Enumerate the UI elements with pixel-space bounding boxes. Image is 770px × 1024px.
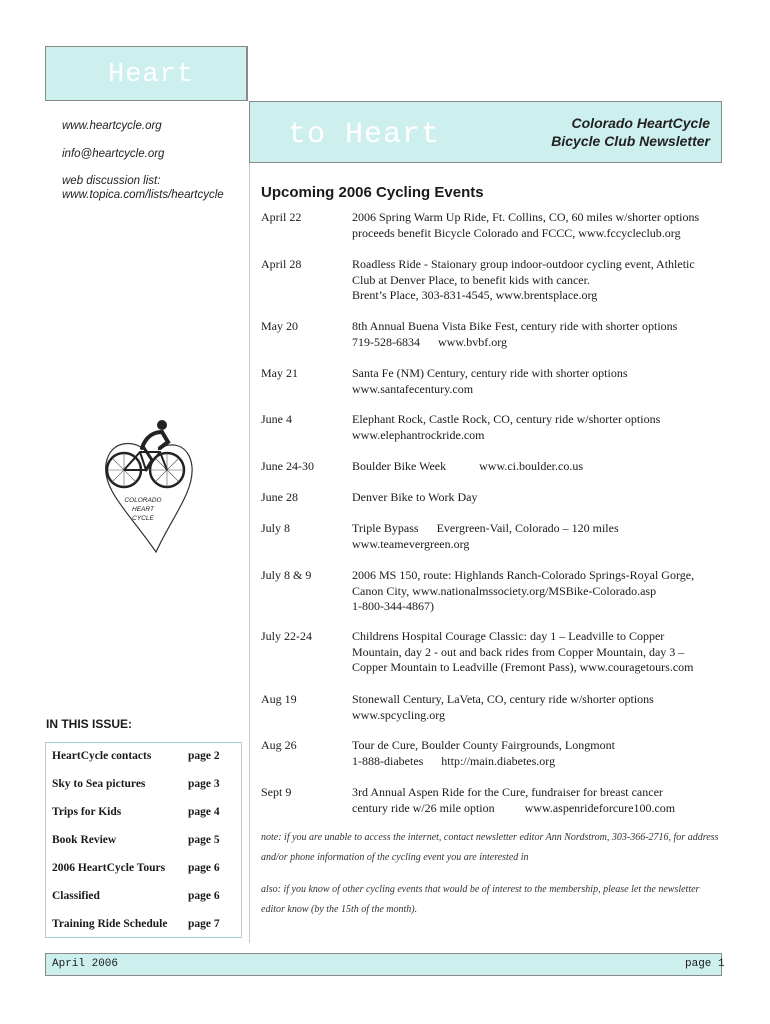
masthead-divider — [247, 46, 248, 101]
issue-item-title: Sky to Sea pictures — [52, 778, 146, 790]
issue-item-page: page 2 — [188, 750, 220, 762]
issue-item-title: Book Review — [52, 834, 117, 846]
event-line: Triple Bypass Evergreen-Vail, Colorado – 120 miles — [352, 521, 619, 535]
event-line: Mountain, day 2 - out and back rides from Copper Mountain, day 3 – — [352, 644, 685, 659]
heart-cyclist-icon — [100, 412, 200, 562]
issue-item-page: page 7 — [188, 918, 220, 930]
event-line: Canon City, www.nationalmssociety.org/MSBike-Colorado.asp — [352, 583, 657, 598]
event-description — [352, 568, 732, 615]
event-description — [352, 366, 732, 397]
event-line: Santa Fe (NM) Century, century ride with shorter options — [352, 366, 628, 380]
logo-text-colorado: COLORADO — [124, 497, 162, 504]
issue-item-title: Training Ride Schedule — [52, 918, 168, 930]
note-internet-access: note: if you are unable to access the internet, contact newsletter editor Ann Nordstrom, 303-366-2716, for address and/or phone information of the cycling event you are interested in — [261, 832, 719, 863]
event-line: Childrens Hospital Courage Classic: day 1 – Leadville to Copper — [352, 629, 665, 643]
event-description — [352, 629, 732, 676]
logo-text-cycle: CYCLE — [132, 515, 154, 522]
issue-item-title: Trips for Kids — [52, 806, 122, 818]
event-line: Boulder Bike Week www.ci.boulder.co.us — [352, 459, 583, 473]
event-line: 3rd Annual Aspen Ride for the Cure, fundraiser for breast cancer — [352, 785, 663, 799]
issue-item-title: Classified — [52, 890, 100, 902]
event-date: June 28 — [261, 490, 298, 504]
event-date: May 20 — [261, 319, 298, 333]
event-line: Brent’s Place, 303-831-4545, www.brentsplace.org — [352, 288, 598, 302]
event-date: Aug 26 — [261, 738, 297, 752]
event-description — [352, 692, 732, 723]
event-date: May 21 — [261, 366, 298, 380]
website-link[interactable]: www.heartcycle.org — [62, 120, 162, 132]
event-date: Sept 9 — [261, 785, 292, 799]
newsletter-name-line2: Bicycle Club Newsletter — [551, 133, 710, 149]
event-date: April 22 — [261, 210, 302, 224]
issue-heading: IN THIS ISSUE: — [46, 717, 133, 731]
event-description — [352, 319, 732, 350]
footer-page-number: page 1 — [685, 958, 725, 970]
event-line: 1-888-diabetes http://main.diabetes.org — [352, 753, 556, 768]
issue-item-page: page 4 — [188, 806, 220, 818]
issue-contents-box — [45, 742, 242, 938]
logo-text-heart: HEART — [132, 506, 154, 513]
event-description — [352, 738, 732, 769]
newsletter-name — [500, 114, 710, 150]
event-description — [352, 412, 732, 443]
event-line: century ride w/26 mile option www.aspenrideforcure100.com — [352, 800, 676, 815]
event-description — [352, 210, 732, 241]
column-divider — [249, 163, 250, 943]
newsletter-name-line1: Colorado HeartCycle — [571, 115, 710, 131]
masthead-title-to-heart: to Heart — [288, 118, 441, 152]
event-description — [352, 521, 732, 552]
event-date: June 4 — [261, 412, 292, 426]
event-line: 2006 Spring Warm Up Ride, Ft. Collins, CO, 60 miles w/shorter options — [352, 210, 700, 224]
event-date: July 8 & 9 — [261, 568, 312, 582]
event-line: www.teamevergreen.org — [352, 536, 470, 551]
issue-item-page: page 5 — [188, 834, 220, 846]
event-line: Roadless Ride - Staionary group indoor-outdoor cycling event, Athletic — [352, 257, 695, 271]
issue-item-page: page 6 — [188, 890, 220, 902]
event-line: Tour de Cure, Boulder County Fairgrounds, Longmont — [352, 738, 615, 752]
event-line: Copper Mountain to Leadville (Fremont Pass), www.couragetours.com — [352, 660, 694, 674]
events-title: Upcoming 2006 Cycling Events — [261, 184, 484, 201]
event-line: Denver Bike to Work Day — [352, 490, 478, 504]
event-line: 8th Annual Buena Vista Bike Fest, century ride with shorter options — [352, 319, 678, 333]
issue-item-title: HeartCycle contacts — [52, 750, 152, 762]
heartcycle-logo — [100, 412, 200, 562]
event-line: Stonewall Century, LaVeta, CO, century ride w/shorter options — [352, 692, 654, 706]
event-description — [352, 785, 732, 816]
event-line: 719-528-6834 www.bvbf.org — [352, 334, 507, 349]
discussion-label: web discussion list: — [62, 175, 161, 187]
footer-date: April 2006 — [52, 958, 119, 970]
event-date: April 28 — [261, 257, 302, 271]
event-description — [352, 459, 732, 475]
email-link[interactable]: info@heartcycle.org — [62, 148, 165, 160]
event-line: www.santafecentury.com — [352, 381, 474, 396]
event-line: Elephant Rock, Castle Rock, CO, century ride w/shorter options — [352, 412, 661, 426]
event-line: www.elephantrockride.com — [352, 427, 485, 442]
issue-item-page: page 6 — [188, 862, 220, 874]
event-date: June 24-30 — [261, 459, 314, 473]
event-date: Aug 19 — [261, 692, 297, 706]
issue-item-page: page 3 — [188, 778, 220, 790]
event-description — [352, 490, 732, 506]
discussion-link[interactable]: www.topica.com/lists/heartcycle — [62, 189, 224, 201]
event-line: www.spcycling.org — [352, 707, 445, 722]
masthead-title-heart: Heart — [108, 60, 195, 90]
event-line: 2006 MS 150, route: Highlands Ranch-Colorado Springs-Royal Gorge, — [352, 568, 695, 582]
note-submit-events: also: if you know of other cycling events that would be of interest to the membership, please let the newsletter editor know (by the 15th of the month). — [261, 884, 700, 915]
event-date: July 8 — [261, 521, 291, 535]
event-line: Club at Denver Place, to benefit kids with cancer. — [352, 272, 590, 287]
event-description — [352, 257, 732, 304]
issue-item-title: 2006 HeartCycle Tours — [52, 862, 166, 874]
footer-bar — [45, 953, 722, 976]
event-date: July 22-24 — [261, 629, 312, 643]
event-line: proceeds benefit Bicycle Colorado and FCCC, www.fccycleclub.org — [352, 225, 681, 240]
event-line: 1-800-344-4867) — [352, 599, 434, 613]
